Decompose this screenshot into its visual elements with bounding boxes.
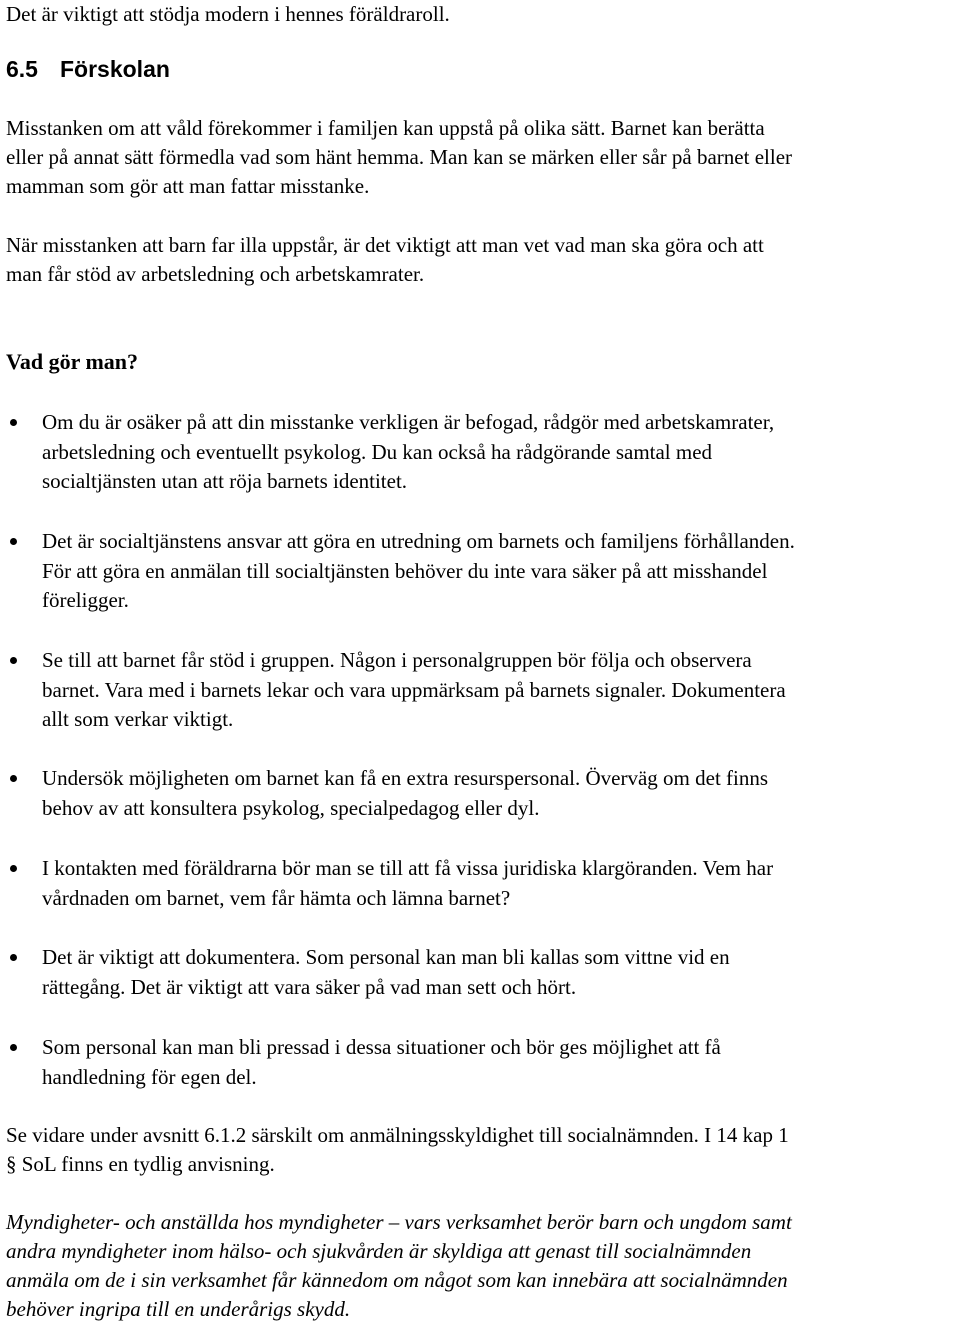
- bullet-line: Det är viktigt att dokumentera. Som personal kan man bli kallas som vittne vid en: [42, 945, 730, 969]
- bullet-icon: [10, 865, 17, 872]
- paragraph-2: [6, 231, 764, 289]
- reference-paragraph: [6, 1121, 789, 1179]
- paragraph-line: man får stöd av arbetsledning och arbetskamrater.: [6, 262, 425, 286]
- reference-line: Se vidare under avsnitt 6.1.2 särskilt om anmälningsskyldighet till socialnämnden. I 14 kap 1: [6, 1123, 789, 1147]
- law-quote-line: behöver ingripa till en underårigs skydd.: [6, 1297, 351, 1321]
- bullet-text: [42, 1033, 721, 1092]
- bullet-text: [42, 408, 774, 497]
- bullet-line: handledning för egen del.: [42, 1064, 257, 1089]
- bullet-line: rättegång. Det är viktigt att vara säker på vad man sett och hört.: [42, 974, 577, 999]
- bullet-text: [42, 764, 768, 823]
- law-quote-line: andra myndigheter inom hälso- och sjukvården är skyldiga att genast till socialnämnden: [6, 1239, 752, 1263]
- bullet-line: föreligger.: [42, 588, 129, 612]
- reference-line: § SoL finns en tydlig anvisning.: [6, 1152, 275, 1176]
- bullet-line: vårdnaden om barnet, vem får hämta och lämna barnet?: [42, 885, 511, 910]
- bullet-line: Om du är osäker på att din misstanke verkligen är befogad, rådgör med arbetskamrater,: [42, 410, 775, 434]
- section-number: 6.5: [6, 56, 38, 82]
- paragraph-line: Misstanken om att våld förekommer i familjen kan uppstå på olika sätt. Barnet kan berätta: [6, 116, 765, 140]
- paragraph-1: [6, 114, 792, 201]
- bullet-line: Det är socialtjänstens ansvar att göra en utredning om barnets och familjens förhållanden.: [42, 529, 795, 553]
- bullet-text: [42, 943, 730, 1002]
- paragraph-line: eller på annat sätt förmedla vad som hänt hemma. Man kan se märken eller sår på barnet eller: [6, 145, 793, 169]
- paragraph-line: mamman som gör att man fattar misstanke.: [6, 174, 370, 198]
- section-heading: [6, 55, 170, 84]
- bullet-icon: [10, 657, 17, 664]
- intro-line: Det är viktigt att stödja modern i hennes föräldraroll.: [6, 2, 450, 26]
- bullet-text: [42, 527, 795, 616]
- paragraph-line: När misstanken att barn far illa uppstår, är det viktigt att man vet vad man ska göra och att: [6, 233, 764, 257]
- bullet-line: Se till att barnet får stöd i gruppen. Någon i personalgruppen bör följa och observera: [42, 648, 752, 672]
- bullet-line: socialtjänsten utan att röja barnets identitet.: [42, 469, 408, 493]
- bullet-line: I kontakten med föräldrarna bör man se till att få vissa juridiska klargöranden. Vem har: [42, 856, 774, 880]
- bullet-line: barnet. Vara med i barnets lekar och vara uppmärksam på barnets signaler. Dokumentera: [42, 677, 786, 702]
- law-quote: [6, 1208, 792, 1324]
- bullet-line: Undersök möjligheten om barnet kan få en extra resurspersonal. Överväg om det finns: [42, 766, 769, 790]
- bullet-line: arbetsledning och eventuellt psykolog. Du kan också ha rådgörande samtal med: [42, 439, 713, 464]
- bullet-line: För att göra en anmälan till socialtjänsten behöver du inte vara säker på att misshandel: [42, 558, 768, 583]
- bullet-text: [42, 854, 773, 913]
- bullet-icon: [10, 1044, 17, 1051]
- bullet-icon: [10, 775, 17, 782]
- bullet-icon: [10, 954, 17, 961]
- section-title: Förskolan: [60, 56, 170, 82]
- bullet-line: Som personal kan man bli pressad i dessa situationer och bör ges möjlighet att få: [42, 1035, 721, 1059]
- subheading: Vad gör man?: [6, 349, 139, 374]
- bullet-text: [42, 646, 786, 735]
- law-quote-line: Myndigheter- och anställda hos myndigheter – vars verksamhet berör barn och ungdom samt: [6, 1210, 792, 1234]
- law-quote-line: anmäla om de i sin verksamhet får kännedom om något som kan innebära att socialnämnden: [6, 1268, 788, 1292]
- bullet-icon: [10, 419, 17, 426]
- bullet-icon: [10, 538, 17, 545]
- bullet-line: allt som verkar viktigt.: [42, 707, 234, 731]
- bullet-line: behov av att konsultera psykolog, specialpedagog eller dyl.: [42, 795, 540, 820]
